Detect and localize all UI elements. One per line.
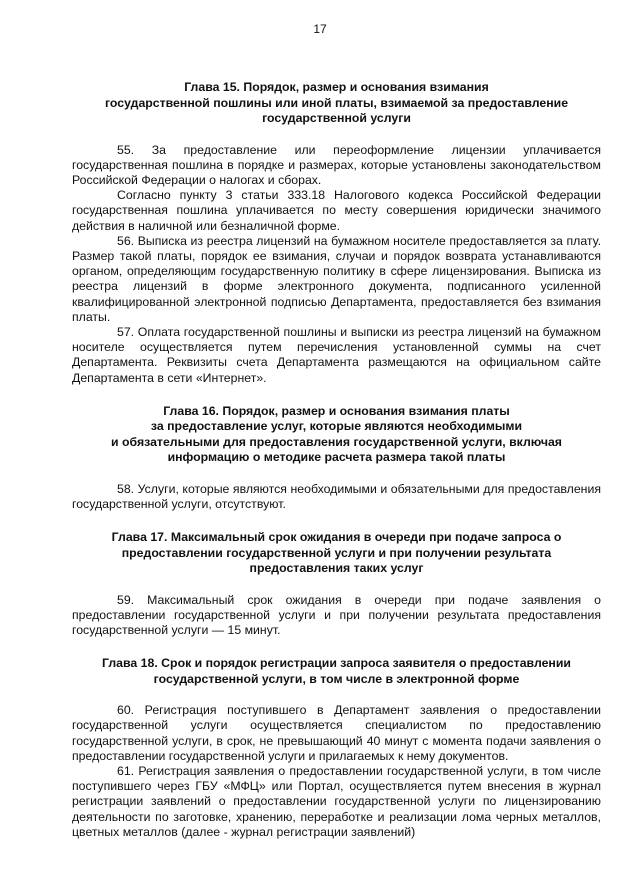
document-body	[72, 80, 601, 840]
paragraph-60: 60. Регистрация поступившего в Департамент заявления о предоставлении государственной услуги осуществляется специалистом по предоставлению государственной услуги, в срок, не превышающий 40 минут с момента подачи заявления о предоставлении государственной услуги и прилагаемых к нему документов.	[72, 703, 601, 763]
paragraph-59: 59. Максимальный срок ожидания в очереди при подаче заявления о предоставлении государственной услуги и при получении результата предоставления государственной услуги — 15 минут.	[72, 592, 601, 638]
heading-line: Глава 18. Срок и порядок регистрации запроса заявителя о предоставлении	[102, 656, 571, 671]
chapter-17-heading	[72, 530, 601, 577]
paragraph-55-cont: Согласно пункту 3 статьи 333.18 Налогового кодекса Российской Федерации государственная пошлина уплачивается по месту совершения юридически значимого действия в наличной или безналичной форме.	[72, 188, 601, 233]
paragraph-61: 61. Регистрация заявления о предоставлении государственной услуги, в том числе поступившего через ГБУ «МФЦ» или Портал, осуществляется путем внесения в журнал регистрации заявлений о предоставлении государственной услуги по лицензированию деятельности по заготовке, хранению, переработке и реализации лома черных металлов, цветных металлов (далее - журнал регистрации заявлений)	[72, 764, 601, 839]
paragraph-56: 56. Выписка из реестра лицензий на бумажном носителе предоставляется за плату. Размер такой платы, порядок ее взимания, случаи и порядок возврата устанавливаются органом, определяющим государственную политику в сфере лицензирования. Выписка из реестра лицензий в форме электронного документа, подписанного усиленной квалифицированной электронной подписью Департамента, предоставляется без взимания платы.	[72, 233, 601, 324]
paragraph-57: 57. Оплата государственной пошлины и выписки из реестра лицензий на бумажном носителе осуществляется путем перечисления установленной суммы на счет Департамента. Реквизиты счета Департамента размещаются на официальном сайте Департамента в сети «Интернет».	[72, 324, 601, 385]
chapter-16-heading	[72, 404, 601, 466]
heading-line: предоставлении государственной услуги и при получении результата	[121, 545, 552, 560]
heading-line: и обязательными для предоставления государственной услуги, включая	[111, 434, 562, 449]
heading-line: Глава 17. Максимальный срок ожидания в очереди при подаче запроса о	[111, 530, 562, 545]
heading-line: Глава 15. Порядок, размер и основания взимания	[184, 80, 489, 94]
section-gap	[72, 386, 601, 404]
page-number: 17	[313, 22, 327, 36]
paragraph-58: 58. Услуги, которые являются необходимыми и обязательными для предоставления государственной услуги, отсутствуют.	[72, 481, 601, 511]
heading-line: государственной пошлины или иной платы, взимаемой за предоставление	[104, 95, 569, 110]
heading-line: Глава 16. Порядок, размер и основания взимания платы	[163, 403, 510, 418]
heading-line: предоставления таких услуг	[249, 561, 424, 576]
heading-line: государственной услуги, в том числе в электронной форме	[153, 671, 520, 686]
section-gap	[72, 512, 601, 530]
section-gap	[72, 638, 601, 656]
heading-line: государственной услуги	[262, 111, 411, 125]
chapter-18-heading	[72, 656, 601, 687]
chapter-15-heading	[72, 80, 601, 127]
paragraph-55: 55. За предоставление или переоформление лицензии уплачивается государственная пошлина в порядке и размерах, которые установлены законодательством Российской Федерации о налогах и сборах.	[72, 142, 601, 187]
heading-line: информацию о методике расчета размера такой платы	[167, 450, 506, 465]
heading-line: за предоставление услуг, которые являются необходимыми	[150, 419, 523, 434]
